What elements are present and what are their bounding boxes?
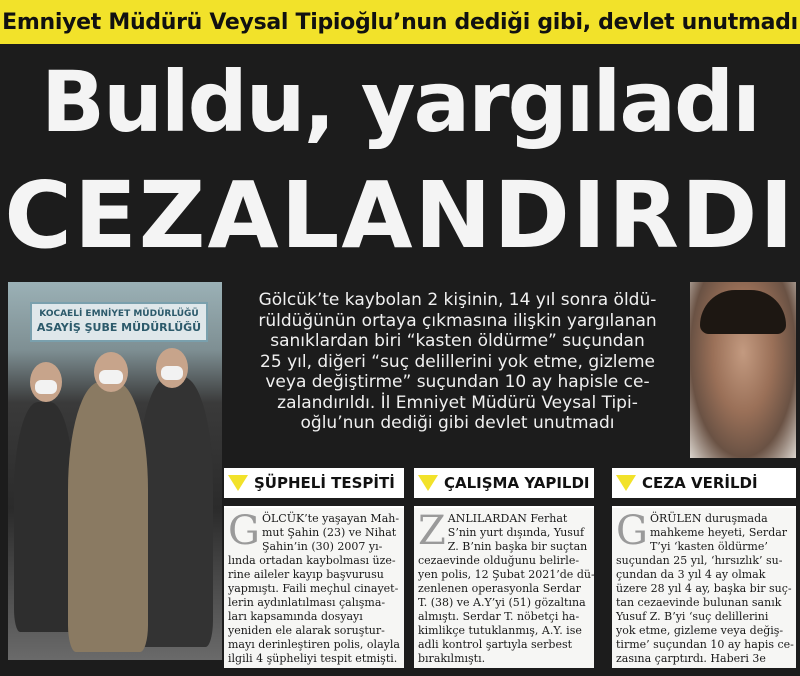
- column-supheli-tespiti: [224, 468, 404, 668]
- column-calisma-yapildi: [414, 468, 594, 668]
- body-line: Z. B’nin başka bir suçtan: [447, 540, 588, 553]
- suspect-figure: [68, 382, 148, 652]
- body-line: mut Şahin (23) ve Nihat: [261, 526, 397, 539]
- kicker-banner: [0, 0, 800, 44]
- body-line: çundan da 3 yıl 4 ay olmak: [616, 568, 766, 581]
- kicker-text: Emniyet Müdürü Veysal Tipioğlu’nun dediği gibi, devlet unutmadı: [2, 9, 798, 35]
- portrait-hair: [700, 290, 786, 334]
- lead-line: sanıklardan biri “kasten öldürme” suçundan: [270, 331, 645, 351]
- body-line: ÖRÜLEN duruşmada: [649, 512, 768, 525]
- head-figure: [156, 348, 188, 388]
- body-line: yok etme, gizleme veya değiş-: [616, 624, 784, 637]
- body-line: Yusuf Z. B’yi ‘suç delillerini: [616, 610, 769, 623]
- body-line: suçundan 25 yıl, ‘hırsızlık’ su-: [616, 554, 783, 567]
- body-line: mayı derinleştiren polis, olayla: [228, 638, 400, 651]
- body-line: lında ortadan kaybolması üze-: [228, 554, 396, 567]
- column-body: [224, 508, 404, 668]
- drop-cap: G: [228, 508, 260, 554]
- triangle-marker-icon: [418, 475, 438, 491]
- body-line: tan cezaevinde bulunan sanık: [616, 596, 782, 609]
- headline-line-2: CEZALANDIRDI: [4, 162, 796, 269]
- drop-cap: G: [616, 508, 648, 554]
- sign-line: KOCAELİ EMNİYET MÜDÜRLÜĞÜ: [39, 309, 199, 319]
- police-sign: [30, 302, 208, 342]
- body-line: zasına çarptırdı. Haberi 3e: [616, 652, 766, 665]
- body-line: ÖLCÜK’te yaşayan Mah-: [261, 512, 400, 525]
- column-heading-text: ÇALIŞMA YAPILDI: [444, 474, 590, 492]
- column-heading-text: CEZA VERİLDİ: [642, 474, 758, 492]
- column-heading: [414, 468, 594, 498]
- column-body: [414, 508, 594, 668]
- body-line: S’nin yurt dışında, Yusuf: [447, 526, 585, 539]
- column-heading: [612, 468, 796, 498]
- sign-line: ASAYİŞ ŞUBE MÜDÜRLÜĞÜ: [36, 321, 202, 334]
- divider: [612, 498, 796, 506]
- body-line: cezaevinde olduğunu belirle-: [418, 554, 580, 567]
- drop-cap: Z: [418, 508, 446, 554]
- body-line: yapmıştı. Faili meçhul cinayet-: [228, 582, 399, 595]
- body-line: kimlikçe tutuklanmış, A.Y. ise: [418, 624, 582, 637]
- column-ceza-verildi: [612, 468, 796, 668]
- lead-line: zalandırıldı. İl Emniyet Müdürü Veysal Tipi-: [277, 392, 638, 413]
- head-figure: [94, 352, 128, 392]
- body-line: rine aileler kayıp başvurusu: [228, 568, 384, 581]
- head-figure: [30, 362, 62, 402]
- body-line: lerin aydınlatılması çalışma-: [228, 596, 386, 609]
- body-line: Şahin’in (30) 2007 yı-: [261, 540, 383, 553]
- body-line: T’yi ‘kasten öldürme’: [649, 540, 768, 553]
- lead-line: Gölcük’te kaybolan 2 kişinin, 14 yıl sonra öldü-: [258, 290, 657, 310]
- body-line: ANLILARDAN Ferhat: [447, 512, 568, 525]
- lead-line: veya değiştirme” suçundan 10 ay hapisle ce-: [265, 372, 650, 392]
- suspects-photo: [8, 282, 222, 660]
- body-line: adli kontrol şartıyla serbest: [418, 638, 573, 651]
- body-line: ları kapsamında dosyayı: [228, 610, 363, 623]
- portrait-photo: [690, 282, 796, 458]
- divider: [224, 498, 404, 506]
- body-line: yen polis, 12 Şubat 2021’de dü-: [418, 568, 595, 581]
- body-line: mahkeme heyeti, Serdar: [649, 526, 788, 539]
- body-line: T. (38) ve A.Y’yi (51) gözaltına: [418, 596, 586, 609]
- lead-line: oğlu’nun dediği gibi devlet unutmadı: [300, 413, 615, 433]
- lead-line: 25 yıl, diğeri “suç delillerini yok etme, gizleme: [260, 351, 655, 372]
- lead-paragraph: [230, 290, 685, 434]
- divider: [414, 498, 594, 506]
- body-line: almıştı. Serdar T. nöbetçi ha-: [418, 610, 580, 623]
- column-body: [612, 508, 796, 668]
- column-heading-text: ŞÜPHELİ TESPİTİ: [254, 474, 395, 492]
- body-line: zenlenen operasyonla Serdar: [418, 582, 581, 595]
- body-line: ilgili 4 şüpheliyi tespit etmişti.: [228, 652, 398, 665]
- lead-line: rüldüğünün ortaya çıkmasına ilişkin yargılanan: [258, 310, 657, 331]
- triangle-marker-icon: [616, 475, 636, 491]
- officer-figure: [14, 402, 74, 632]
- triangle-marker-icon: [228, 475, 248, 491]
- headline-line-1: Buldu, yargıladı: [41, 53, 759, 151]
- body-line: üzere 28 yıl 4 ay, başka bir suç-: [616, 582, 792, 595]
- body-line: yeniden ele alarak soruştur-: [228, 624, 385, 637]
- column-heading: [224, 468, 404, 498]
- body-line: bırakılmıştı.: [418, 652, 486, 665]
- body-line: tirme’ suçundan 10 ay hapis ce-: [616, 638, 794, 651]
- officer-figure: [138, 377, 213, 647]
